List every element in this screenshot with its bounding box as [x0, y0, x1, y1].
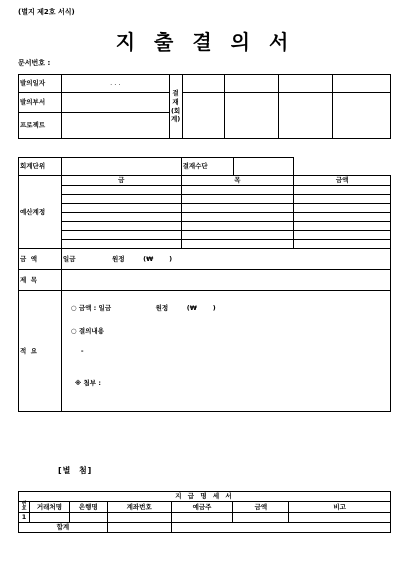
amount-text: 일금 [62, 254, 76, 263]
payment-detail-table [18, 491, 391, 533]
budget-cell[interactable] [294, 195, 391, 204]
summary-dash: - [80, 347, 84, 355]
budget-cell[interactable] [294, 240, 391, 249]
date-field[interactable]: . . . [61, 75, 169, 93]
total-amount[interactable] [171, 523, 390, 533]
budget-cell[interactable] [181, 231, 294, 240]
budget-cell[interactable] [61, 222, 181, 231]
holder-cell[interactable] [171, 513, 233, 523]
budget-cell[interactable] [294, 222, 391, 231]
col-note: 비고 [289, 502, 391, 513]
budget-header-item: 금 [61, 176, 181, 186]
budget-cell[interactable] [294, 204, 391, 213]
payment-method-label: 결재수단 [181, 158, 234, 176]
amount-cell[interactable] [233, 513, 289, 523]
budget-cell[interactable] [181, 213, 294, 222]
summary-amount-line: ○ 금액 : 일금 [70, 304, 112, 312]
budget-cell[interactable] [181, 240, 294, 249]
approval-table [18, 74, 391, 139]
page-title: 지출결의서 [115, 30, 308, 54]
amount-field[interactable] [61, 249, 390, 270]
budget-cell[interactable] [181, 222, 294, 231]
unit-label: 회계단위 [19, 158, 62, 176]
project-field[interactable] [61, 113, 169, 139]
document-number-label: 문서번호 : [18, 59, 51, 67]
col-vendor: 거래처명 [29, 502, 69, 513]
approval-cell[interactable] [333, 75, 391, 93]
budget-cell[interactable] [61, 240, 181, 249]
vendor-cell[interactable] [29, 513, 69, 523]
approval-side-label: 결 재 (회 계) [169, 75, 182, 139]
budget-header-amount: 금액 [294, 176, 391, 186]
budget-cell[interactable] [61, 195, 181, 204]
budget-header-sub: 목 [181, 176, 294, 186]
approval-cell[interactable] [225, 75, 279, 93]
budget-cell[interactable] [61, 186, 181, 195]
annex-label: [별 첨] [58, 466, 93, 475]
amount-symbol: (₩ ) [143, 254, 173, 263]
signature-cell[interactable] [225, 93, 279, 139]
budget-cell[interactable] [61, 231, 181, 240]
budget-cell[interactable] [61, 204, 181, 213]
signature-cell[interactable] [182, 93, 225, 139]
payment-detail-title: 지 급 명 세 서 [19, 492, 391, 502]
form-number: (별지 제2호 서식) [18, 8, 75, 16]
date-label: 발의일자 [19, 75, 62, 93]
subject-label: 제 목 [19, 270, 62, 291]
budget-cell[interactable] [181, 204, 294, 213]
budget-cell[interactable] [181, 186, 294, 195]
budget-account-label: 예산계정 [19, 176, 62, 249]
department-field[interactable] [61, 93, 169, 113]
col-bank: 은행명 [69, 502, 107, 513]
summary-won: 원정 [155, 304, 169, 312]
col-holder: 예금주 [171, 502, 233, 513]
summary-symbol: (₩ ) [186, 304, 216, 312]
summary-label: 적 요 [19, 291, 62, 412]
account-cell[interactable] [107, 513, 171, 523]
summary-field[interactable] [61, 291, 390, 412]
note-cell[interactable] [289, 513, 391, 523]
budget-cell[interactable] [294, 213, 391, 222]
unit-field[interactable] [61, 158, 181, 176]
approval-cell[interactable] [279, 75, 333, 93]
col-number: 번호 [19, 502, 30, 513]
budget-cell[interactable] [294, 231, 391, 240]
col-account: 계좌번호 [107, 502, 171, 513]
summary-attachment: ※ 첨부 : [74, 379, 101, 387]
total-blank [107, 523, 171, 533]
total-label: 합계 [19, 523, 108, 533]
col-amount: 금액 [233, 502, 289, 513]
row-number: 1 [19, 513, 30, 523]
signature-cell[interactable] [333, 93, 391, 139]
department-label: 발의부서 [19, 93, 62, 113]
budget-cell[interactable] [181, 195, 294, 204]
blank-cell [294, 158, 391, 176]
approval-cell[interactable] [182, 75, 225, 93]
amount-won: 원정 [112, 254, 125, 263]
bank-cell[interactable] [69, 513, 107, 523]
subject-field[interactable] [61, 270, 390, 291]
amount-label: 금 액 [19, 249, 62, 270]
summary-content-line: ○ 결의내용 [70, 327, 104, 335]
budget-cell[interactable] [294, 186, 391, 195]
signature-cell[interactable] [279, 93, 333, 139]
main-table [18, 157, 391, 412]
payment-method-field[interactable] [234, 158, 294, 176]
project-label: 프로젝트 [19, 113, 62, 139]
budget-cell[interactable] [61, 213, 181, 222]
